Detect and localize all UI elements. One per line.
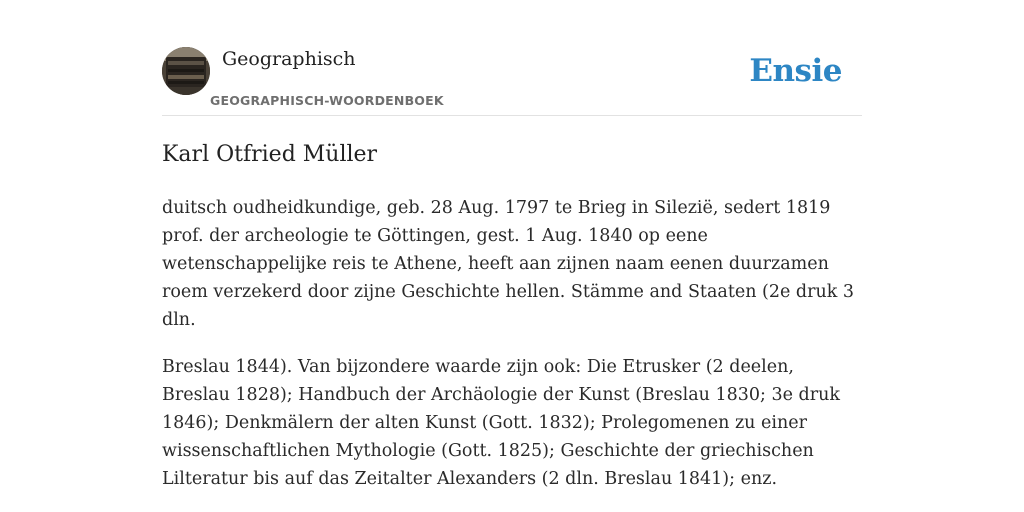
article-title: Karl Otfried Müller (162, 142, 378, 167)
book-spines-avatar-icon (162, 47, 210, 95)
article-paragraph: duitsch oudheidkundige, geb. 28 Aug. 1797 te Brieg in Silezië, sedert 1819 prof. der archeologie te Göttingen, gest. 1 Aug. 1840 op eene wetenschappelijke reis te Athene, heeft aan zijnen naam eenen duurzamen roem verzekerd door zijne Geschichte hellen. Stämme and Staaten (2e druk 3 dln. (162, 198, 855, 330)
source-avatar[interactable] (162, 47, 210, 95)
page (162, 0, 862, 493)
source-slug[interactable]: GEOGRAPHISCH-WOORDENBOEK (210, 93, 444, 108)
header (162, 47, 862, 116)
article-paragraph: Breslau 1844). Van bijzondere waarde zijn ook: Die Etrusker (2 deelen, Breslau 1828); Handbuch der Archäologie der Kunst (Breslau 1830; 3e druk 1846); Denkmälern der alten Kunst (Gott. 1832); Prolegomenen zu einer wissenschaftlichen Mythologie (Gott. 1825); Geschichte der griechischen Lilteratur bis auf das Zeitalter Alexanders (2 dln. Breslau 1841); enz. (162, 357, 840, 489)
ensie-logo[interactable]: Ensie (749, 53, 842, 89)
source-name[interactable]: Geographisch (222, 48, 356, 70)
